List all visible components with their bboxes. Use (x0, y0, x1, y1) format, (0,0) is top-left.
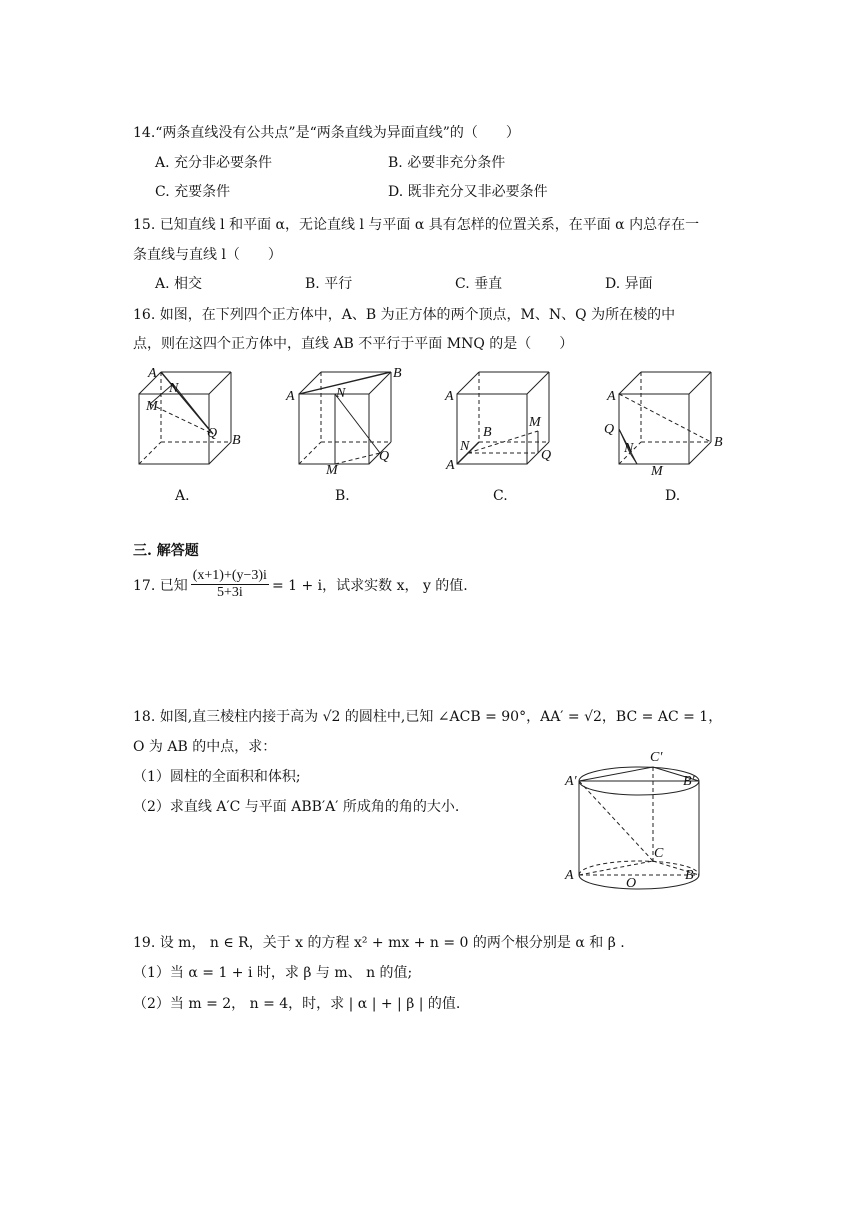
q15-option-c: C. 垂直 (455, 276, 503, 292)
cube-d-label-a: A (607, 389, 616, 404)
q15-option-a: A. 相交 (155, 276, 203, 292)
q16-caption-c: C. (493, 488, 508, 504)
q15-option-b: B. 平行 (305, 276, 353, 292)
cube-c-label-a-bottom: A (446, 458, 455, 473)
q16-line2: 点，则在这四个正方体中，直线 AB 不平行于平面 MNQ 的是（ ） (133, 336, 574, 352)
q18-label-b: B (685, 868, 694, 883)
q14-stem: 14.“两条直线没有公共点”是“两条直线为异面直线”的（ ） (133, 125, 520, 141)
cube-a-label-b: B (232, 433, 241, 448)
q17-numerator: (x+1)+(y−3)i (192, 568, 267, 583)
cube-b-label-a: A (286, 389, 295, 404)
q18-label-c-prime: C′ (650, 750, 663, 765)
q18-line1: 18. 如图,直三棱柱内接于高为 √2 的圆柱中,已知 ∠ACB = 90°，AA′ = √2，BC = AC = 1， (133, 709, 723, 725)
q15-option-d: D. 异面 (605, 276, 653, 292)
q16-line1: 16. 如图，在下列四个正方体中，A、B 为正方体的两个顶点，M、N、Q 为所在棱的中 (133, 307, 676, 323)
q14-option-d: D. 既非充分又非必要条件 (388, 184, 548, 200)
cube-a-label-q: Q (207, 426, 218, 441)
q18-part2: （2）求直线 A′C 与平面 ABB′A′ 所成角的角的大小. (133, 799, 460, 815)
q19-part1: （1）当 α = 1 + i 时，求 β 与 m、 n 的值; (133, 965, 413, 981)
q14-option-c: C. 充要条件 (155, 184, 231, 200)
q17-fraction (191, 568, 269, 601)
q17-denominator: 5+3i (216, 585, 243, 600)
q18-label-a: A (565, 868, 574, 883)
cube-a-label-a: A (148, 366, 157, 381)
cube-a-label-n: N (169, 381, 179, 396)
q16-cube-figures (125, 362, 745, 480)
q14-option-a: A. 充分非必要条件 (155, 155, 273, 171)
cube-b-label-n: N (336, 386, 346, 401)
q14-option-b: B. 必要非充分条件 (388, 155, 506, 171)
q18-label-c: C (654, 846, 664, 861)
cube-c-label-m: M (529, 415, 541, 430)
cube-d-label-b: B (714, 435, 723, 450)
cube-b-label-b: B (393, 366, 402, 381)
cube-b-label-q: Q (379, 449, 390, 464)
q17-prefix: 17. 已知 (133, 577, 188, 594)
cube-d-label-m: M (651, 464, 663, 479)
section-title: 三. 解答题 (133, 543, 199, 559)
q15-line2: 条直线与直线 l（ ） (133, 247, 282, 263)
cube-d-label-n: N (624, 441, 634, 456)
q16-caption-a: A. (175, 488, 190, 504)
q18-cylinder-figure (560, 750, 720, 895)
q18-label-o: O (626, 876, 637, 891)
cube-c-label-a-top: A (445, 389, 454, 404)
q18-part1: （1）圆柱的全面积和体积; (133, 769, 301, 785)
q15-line1: 15. 已知直线 l 和平面 α，无论直线 l 与平面 α 具有怎样的位置关系，在平面 α 内总存在一 (133, 217, 700, 233)
cube-c-label-n: N (460, 439, 470, 454)
q18-label-b-prime: B′ (683, 774, 695, 789)
q18-label-a-prime: A′ (565, 774, 577, 789)
cube-c-label-q: Q (541, 448, 552, 463)
q18-line2: O 为 AB 的中点，求： (133, 739, 277, 755)
q19-line1: 19. 设 m， n ∈ R，关于 x 的方程 x² + mx + n = 0 的两个根分别是 α 和 β . (133, 935, 625, 951)
q17 (133, 568, 468, 601)
cube-a-diagram (139, 372, 231, 464)
q17-suffix: = 1 + i，试求实数 x， y 的值. (271, 577, 468, 594)
q16-caption-d: D. (665, 488, 681, 504)
cube-c-label-b: B (483, 425, 492, 440)
q16-caption-b: B. (335, 488, 350, 504)
cube-d-label-q: Q (604, 422, 615, 437)
q19-part2: （2）当 m = 2， n = 4，时，求 | α | + | β | 的值. (133, 996, 461, 1012)
cube-b-label-m: M (326, 463, 338, 478)
cube-a-label-m: M (146, 399, 158, 414)
